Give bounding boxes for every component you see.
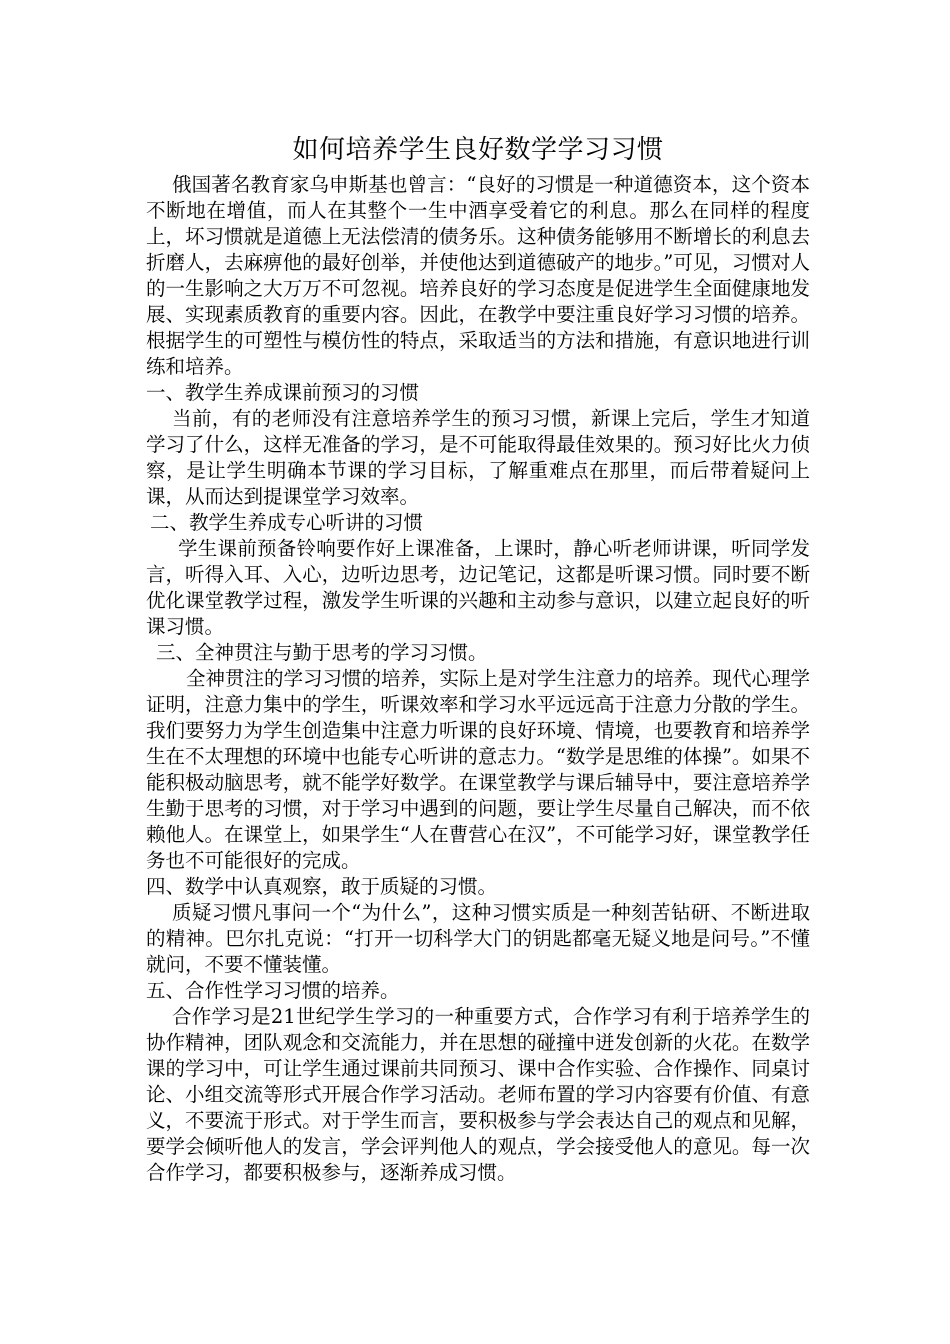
section-body-4: 质疑习惯凡事问一个“为什么”，这种习惯实质是一种刻苦钻研、不断进取的精神。巴尔扎克说：“打开一切科学大门的钥匙都毫无疑义地是问号。”不懂就问，不要不懂装懂。 bbox=[146, 901, 810, 976]
section-body-3: 全神贯注的学习习惯的培养，实际上是对学生注意力的培养。现代心理学证明，注意力集中的学生，听课效率和学习水平远远高于注意力分散的学生。我们要努力为学生创造集中注意力听课的良好环境、情境，也要教育和培养学生在不太理想的环境中也能专心听讲的意志力。“数学是思维的体操”。如果不能积极动脑思考，就不能学好数学。在课堂教学与课后辅导中，要注意培养学生勤于思考的习惯，对于学习中遇到的问题，要让学生尽量自己解决，而不依赖他人。在课堂上，如果学生“人在曹营心在汉”，不可能学习好，课堂教学任务也不可能很好的完成。 bbox=[146, 667, 811, 872]
section-heading-1: 一、教学生养成课前预习的习惯 bbox=[146, 381, 420, 404]
section-body-2: 学生课前预备铃响要作好上课准备，上课时，静心听老师讲课，听同学发言，听得入耳、入心，边听边思考，边记笔记，这都是听课习惯。同时要不断优化课堂教学过程，激发学生听课的兴趣和主动参与意识，以建立起良好的听课习惯。 bbox=[146, 537, 810, 638]
intro-paragraph: 俄国著名教育家乌申斯基也曾言：“良好的习惯是一种道德资本，这个资本不断地在增值，而人在其整个一生中酒享受着它的利息。那么在同样的程度上，坏习惯就是道德上无法偿清的债务乐。这种债务能够用不断增长的利息去折磨人，去麻痹他的最好创举，并使他达到道德破产的地步。”可见，习惯对人的一生影响之大万万不可忽视。培养良好的学习态度是促进学生全面健康地发展、实现素质教育的重要内容。因此，在教学中要注重良好学习习惯的培养。根据学生的可塑性与模仿性的特点，采取适当的方法和措施，有意识地进行训练和培养。 bbox=[146, 173, 810, 378]
section-heading-2: 二、教学生养成专心听讲的习惯 bbox=[150, 511, 424, 534]
document-title: 如何培养学生良好数学学习习惯 bbox=[292, 135, 664, 165]
section-heading-4: 四、数学中认真观察，敢于质疑的习惯。 bbox=[146, 875, 498, 898]
section-heading-3: 三、全神贯注与勤于思考的学习习惯。 bbox=[156, 641, 488, 664]
document-page bbox=[146, 132, 810, 1186]
section-heading-5: 五、合作性学习习惯的培养。 bbox=[146, 979, 400, 1002]
section-body-1: 当前，有的老师没有注意培养学生的预习习惯，新课上完后，学生才知道学习了什么，这样无准备的学习，是不可能取得最佳效果的。预习好比火力侦察，是让学生明确本节课的学习目标，了解重难点在那里，而后带着疑问上课，从而达到提课堂学习效率。 bbox=[146, 407, 810, 508]
section-body-5: 合作学习是21世纪学生学习的一种重要方式，合作学习有利于培养学生的协作精神，团队观念和交流能力，并在思想的碰撞中迸发创新的火花。在数学课的学习中，可让学生通过课前共同预习、课中合作实验、合作操作、同桌讨论、小组交流等形式开展合作学习活动。老师布置的学习内容要有价值、有意义，不要流于形式。对于学生而言，要积极参与学会表达自己的观点和见解，要学会倾听他人的发言，学会评判他人的观点，学会接受他人的意见。每一次合作学习，都要积极参与，逐渐养成习惯。 bbox=[146, 1005, 810, 1184]
